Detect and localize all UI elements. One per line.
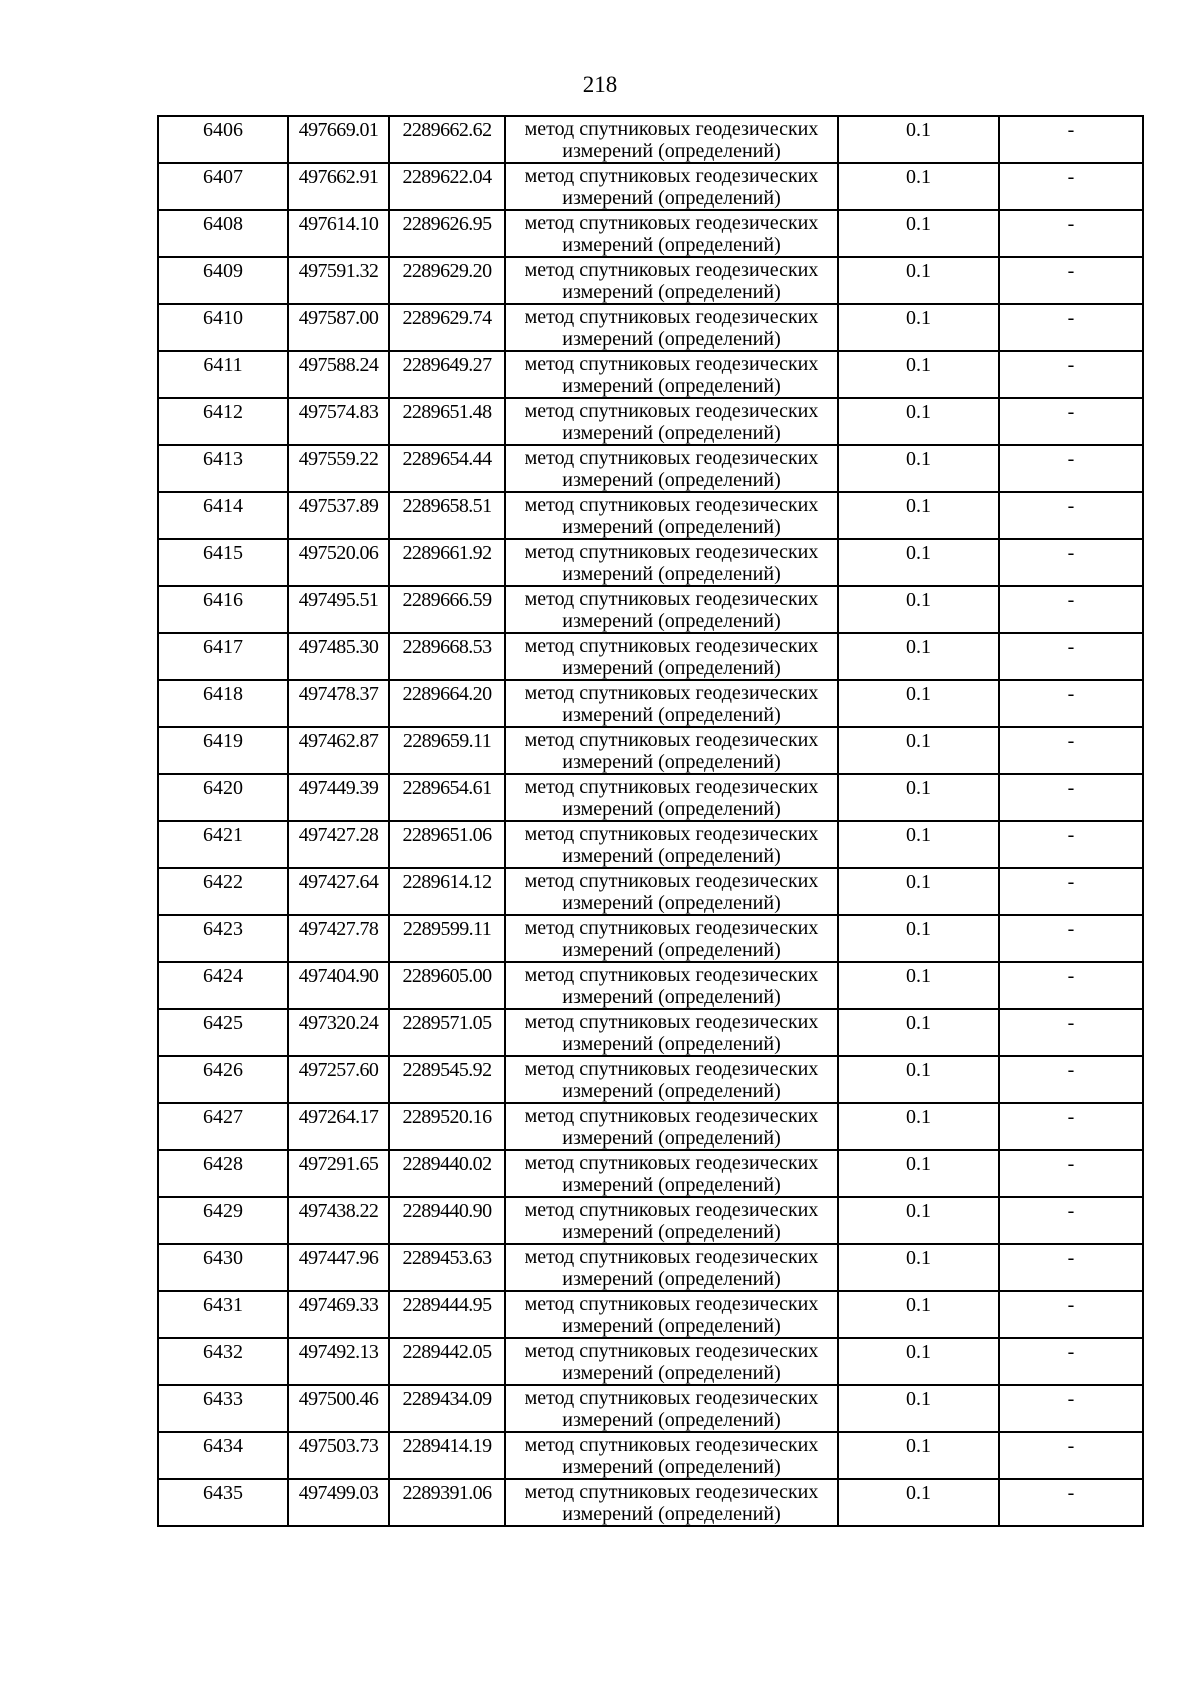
y-coordinate-cell: 2289391.06 bbox=[389, 1479, 505, 1526]
method-cell bbox=[505, 210, 838, 257]
method-line-1: метод спутниковых геодезических bbox=[524, 917, 819, 939]
method-line-2: измерений (определений) bbox=[562, 516, 781, 538]
table-row bbox=[158, 210, 1143, 257]
method-cell bbox=[505, 1056, 838, 1103]
y-coordinate-cell: 2289666.59 bbox=[389, 586, 505, 633]
note-cell: - bbox=[999, 445, 1143, 492]
table-row bbox=[158, 962, 1143, 1009]
note-cell: - bbox=[999, 492, 1143, 539]
note-cell: - bbox=[999, 727, 1143, 774]
y-coordinate-cell: 2289622.04 bbox=[389, 163, 505, 210]
method-line-1: метод спутниковых геодезических bbox=[524, 353, 819, 375]
table-row bbox=[158, 257, 1143, 304]
x-coordinate-cell: 497478.37 bbox=[288, 680, 389, 727]
accuracy-cell: 0.1 bbox=[838, 1479, 999, 1526]
accuracy-cell: 0.1 bbox=[838, 445, 999, 492]
point-number-cell: 6431 bbox=[158, 1291, 288, 1338]
method-cell bbox=[505, 680, 838, 727]
y-coordinate-cell: 2289440.90 bbox=[389, 1197, 505, 1244]
point-number-cell: 6423 bbox=[158, 915, 288, 962]
method-cell bbox=[505, 163, 838, 210]
accuracy-cell: 0.1 bbox=[838, 1150, 999, 1197]
method-line-1: метод спутниковых геодезических bbox=[524, 1011, 819, 1033]
method-cell bbox=[505, 633, 838, 680]
point-number-cell: 6413 bbox=[158, 445, 288, 492]
point-number-cell: 6435 bbox=[158, 1479, 288, 1526]
method-line-1: метод спутниковых геодезических bbox=[524, 682, 819, 704]
accuracy-cell: 0.1 bbox=[838, 1103, 999, 1150]
note-cell: - bbox=[999, 116, 1143, 163]
accuracy-cell: 0.1 bbox=[838, 586, 999, 633]
note-cell: - bbox=[999, 915, 1143, 962]
x-coordinate-cell: 497591.32 bbox=[288, 257, 389, 304]
method-line-2: измерений (определений) bbox=[562, 845, 781, 867]
x-coordinate-cell: 497291.65 bbox=[288, 1150, 389, 1197]
method-cell bbox=[505, 774, 838, 821]
method-cell bbox=[505, 868, 838, 915]
note-cell: - bbox=[999, 586, 1143, 633]
point-number-cell: 6409 bbox=[158, 257, 288, 304]
note-cell: - bbox=[999, 163, 1143, 210]
accuracy-cell: 0.1 bbox=[838, 774, 999, 821]
accuracy-cell: 0.1 bbox=[838, 210, 999, 257]
method-line-1: метод спутниковых геодезических bbox=[524, 635, 819, 657]
note-cell: - bbox=[999, 210, 1143, 257]
method-cell bbox=[505, 727, 838, 774]
x-coordinate-cell: 497469.33 bbox=[288, 1291, 389, 1338]
accuracy-cell: 0.1 bbox=[838, 821, 999, 868]
method-cell bbox=[505, 962, 838, 1009]
method-cell bbox=[505, 1244, 838, 1291]
method-line-1: метод спутниковых геодезических bbox=[524, 1293, 819, 1315]
x-coordinate-cell: 497588.24 bbox=[288, 351, 389, 398]
accuracy-cell: 0.1 bbox=[838, 1197, 999, 1244]
table-row bbox=[158, 1056, 1143, 1103]
method-cell bbox=[505, 1338, 838, 1385]
x-coordinate-cell: 497257.60 bbox=[288, 1056, 389, 1103]
table-row bbox=[158, 445, 1143, 492]
method-line-2: измерений (определений) bbox=[562, 1456, 781, 1478]
point-number-cell: 6426 bbox=[158, 1056, 288, 1103]
x-coordinate-cell: 497500.46 bbox=[288, 1385, 389, 1432]
note-cell: - bbox=[999, 1150, 1143, 1197]
x-coordinate-cell: 497614.10 bbox=[288, 210, 389, 257]
method-cell bbox=[505, 492, 838, 539]
note-cell: - bbox=[999, 962, 1143, 1009]
method-line-1: метод спутниковых геодезических bbox=[524, 1199, 819, 1221]
note-cell: - bbox=[999, 1009, 1143, 1056]
method-cell bbox=[505, 539, 838, 586]
method-cell bbox=[505, 1103, 838, 1150]
x-coordinate-cell: 497587.00 bbox=[288, 304, 389, 351]
note-cell: - bbox=[999, 680, 1143, 727]
table-row bbox=[158, 492, 1143, 539]
point-number-cell: 6427 bbox=[158, 1103, 288, 1150]
method-line-2: измерений (определений) bbox=[562, 1362, 781, 1384]
point-number-cell: 6408 bbox=[158, 210, 288, 257]
method-line-2: измерений (определений) bbox=[562, 1033, 781, 1055]
method-cell bbox=[505, 1291, 838, 1338]
x-coordinate-cell: 497447.96 bbox=[288, 1244, 389, 1291]
y-coordinate-cell: 2289599.11 bbox=[389, 915, 505, 962]
method-line-2: измерений (определений) bbox=[562, 328, 781, 350]
table-row bbox=[158, 398, 1143, 445]
x-coordinate-cell: 497559.22 bbox=[288, 445, 389, 492]
accuracy-cell: 0.1 bbox=[838, 492, 999, 539]
method-cell bbox=[505, 398, 838, 445]
y-coordinate-cell: 2289659.11 bbox=[389, 727, 505, 774]
note-cell: - bbox=[999, 868, 1143, 915]
x-coordinate-cell: 497574.83 bbox=[288, 398, 389, 445]
note-cell: - bbox=[999, 821, 1143, 868]
point-number-cell: 6434 bbox=[158, 1432, 288, 1479]
point-number-cell: 6406 bbox=[158, 116, 288, 163]
x-coordinate-cell: 497449.39 bbox=[288, 774, 389, 821]
method-line-2: измерений (определений) bbox=[562, 563, 781, 585]
point-number-cell: 6410 bbox=[158, 304, 288, 351]
method-line-2: измерений (определений) bbox=[562, 1268, 781, 1290]
table-row bbox=[158, 774, 1143, 821]
y-coordinate-cell: 2289520.16 bbox=[389, 1103, 505, 1150]
point-number-cell: 6420 bbox=[158, 774, 288, 821]
y-coordinate-cell: 2289434.09 bbox=[389, 1385, 505, 1432]
point-number-cell: 6428 bbox=[158, 1150, 288, 1197]
method-line-1: метод спутниковых геодезических bbox=[524, 776, 819, 798]
y-coordinate-cell: 2289661.92 bbox=[389, 539, 505, 586]
method-cell bbox=[505, 1197, 838, 1244]
method-line-1: метод спутниковых геодезических bbox=[524, 306, 819, 328]
method-line-1: метод спутниковых геодезических bbox=[524, 588, 819, 610]
y-coordinate-cell: 2289442.05 bbox=[389, 1338, 505, 1385]
note-cell: - bbox=[999, 1291, 1143, 1338]
y-coordinate-cell: 2289440.02 bbox=[389, 1150, 505, 1197]
x-coordinate-cell: 497537.89 bbox=[288, 492, 389, 539]
y-coordinate-cell: 2289571.05 bbox=[389, 1009, 505, 1056]
table-row bbox=[158, 821, 1143, 868]
method-line-2: измерений (определений) bbox=[562, 751, 781, 773]
accuracy-cell: 0.1 bbox=[838, 257, 999, 304]
method-cell bbox=[505, 586, 838, 633]
method-cell bbox=[505, 1385, 838, 1432]
accuracy-cell: 0.1 bbox=[838, 1291, 999, 1338]
point-number-cell: 6418 bbox=[158, 680, 288, 727]
y-coordinate-cell: 2289626.95 bbox=[389, 210, 505, 257]
y-coordinate-cell: 2289453.63 bbox=[389, 1244, 505, 1291]
x-coordinate-cell: 497427.64 bbox=[288, 868, 389, 915]
x-coordinate-cell: 497499.03 bbox=[288, 1479, 389, 1526]
accuracy-cell: 0.1 bbox=[838, 1244, 999, 1291]
method-line-2: измерений (определений) bbox=[562, 657, 781, 679]
point-number-cell: 6424 bbox=[158, 962, 288, 1009]
point-number-cell: 6429 bbox=[158, 1197, 288, 1244]
x-coordinate-cell: 497427.78 bbox=[288, 915, 389, 962]
accuracy-cell: 0.1 bbox=[838, 116, 999, 163]
x-coordinate-cell: 497662.91 bbox=[288, 163, 389, 210]
point-number-cell: 6416 bbox=[158, 586, 288, 633]
method-line-1: метод спутниковых геодезических bbox=[524, 870, 819, 892]
method-cell bbox=[505, 351, 838, 398]
table-row bbox=[158, 727, 1143, 774]
table-row bbox=[158, 539, 1143, 586]
x-coordinate-cell: 497485.30 bbox=[288, 633, 389, 680]
method-line-2: измерений (определений) bbox=[562, 1409, 781, 1431]
x-coordinate-cell: 497520.06 bbox=[288, 539, 389, 586]
point-number-cell: 6430 bbox=[158, 1244, 288, 1291]
y-coordinate-cell: 2289414.19 bbox=[389, 1432, 505, 1479]
accuracy-cell: 0.1 bbox=[838, 868, 999, 915]
method-cell bbox=[505, 257, 838, 304]
accuracy-cell: 0.1 bbox=[838, 398, 999, 445]
x-coordinate-cell: 497404.90 bbox=[288, 962, 389, 1009]
y-coordinate-cell: 2289605.00 bbox=[389, 962, 505, 1009]
table-row bbox=[158, 633, 1143, 680]
table-row bbox=[158, 1009, 1143, 1056]
method-line-1: метод спутниковых геодезических bbox=[524, 259, 819, 281]
y-coordinate-cell: 2289651.06 bbox=[389, 821, 505, 868]
accuracy-cell: 0.1 bbox=[838, 633, 999, 680]
y-coordinate-cell: 2289654.44 bbox=[389, 445, 505, 492]
note-cell: - bbox=[999, 1197, 1143, 1244]
point-number-cell: 6433 bbox=[158, 1385, 288, 1432]
table-row bbox=[158, 915, 1143, 962]
x-coordinate-cell: 497462.87 bbox=[288, 727, 389, 774]
y-coordinate-cell: 2289662.62 bbox=[389, 116, 505, 163]
y-coordinate-cell: 2289629.20 bbox=[389, 257, 505, 304]
x-coordinate-cell: 497492.13 bbox=[288, 1338, 389, 1385]
method-line-1: метод спутниковых геодезических bbox=[524, 964, 819, 986]
table-row bbox=[158, 1291, 1143, 1338]
note-cell: - bbox=[999, 1056, 1143, 1103]
point-number-cell: 6415 bbox=[158, 539, 288, 586]
note-cell: - bbox=[999, 1103, 1143, 1150]
method-line-1: метод спутниковых геодезических bbox=[524, 118, 819, 140]
method-line-2: измерений (определений) bbox=[562, 1080, 781, 1102]
x-coordinate-cell: 497264.17 bbox=[288, 1103, 389, 1150]
method-line-2: измерений (определений) bbox=[562, 469, 781, 491]
y-coordinate-cell: 2289651.48 bbox=[389, 398, 505, 445]
method-cell bbox=[505, 304, 838, 351]
method-line-2: измерений (определений) bbox=[562, 798, 781, 820]
method-cell bbox=[505, 116, 838, 163]
method-cell bbox=[505, 1432, 838, 1479]
method-line-1: метод спутниковых геодезических bbox=[524, 212, 819, 234]
accuracy-cell: 0.1 bbox=[838, 163, 999, 210]
method-line-2: измерений (определений) bbox=[562, 140, 781, 162]
method-line-2: измерений (определений) bbox=[562, 281, 781, 303]
y-coordinate-cell: 2289649.27 bbox=[389, 351, 505, 398]
x-coordinate-cell: 497495.51 bbox=[288, 586, 389, 633]
method-line-1: метод спутниковых геодезических bbox=[524, 165, 819, 187]
method-line-2: измерений (определений) bbox=[562, 1221, 781, 1243]
point-number-cell: 6417 bbox=[158, 633, 288, 680]
method-line-1: метод спутниковых геодезических bbox=[524, 1340, 819, 1362]
coordinates-table bbox=[157, 115, 1144, 1527]
method-line-2: измерений (определений) bbox=[562, 234, 781, 256]
point-number-cell: 6414 bbox=[158, 492, 288, 539]
note-cell: - bbox=[999, 1479, 1143, 1526]
table-row bbox=[158, 1338, 1143, 1385]
table-body bbox=[158, 116, 1143, 1526]
y-coordinate-cell: 2289614.12 bbox=[389, 868, 505, 915]
x-coordinate-cell: 497427.28 bbox=[288, 821, 389, 868]
method-line-2: измерений (определений) bbox=[562, 422, 781, 444]
x-coordinate-cell: 497438.22 bbox=[288, 1197, 389, 1244]
table-row bbox=[158, 1385, 1143, 1432]
accuracy-cell: 0.1 bbox=[838, 680, 999, 727]
method-line-2: измерений (определений) bbox=[562, 610, 781, 632]
method-line-2: измерений (определений) bbox=[562, 1503, 781, 1525]
accuracy-cell: 0.1 bbox=[838, 351, 999, 398]
note-cell: - bbox=[999, 1244, 1143, 1291]
method-cell bbox=[505, 445, 838, 492]
method-line-2: измерений (определений) bbox=[562, 939, 781, 961]
method-line-1: метод спутниковых геодезических bbox=[524, 823, 819, 845]
method-line-1: метод спутниковых геодезических bbox=[524, 1058, 819, 1080]
accuracy-cell: 0.1 bbox=[838, 727, 999, 774]
method-line-1: метод спутниковых геодезических bbox=[524, 1152, 819, 1174]
accuracy-cell: 0.1 bbox=[838, 539, 999, 586]
accuracy-cell: 0.1 bbox=[838, 1385, 999, 1432]
point-number-cell: 6421 bbox=[158, 821, 288, 868]
method-cell bbox=[505, 1150, 838, 1197]
note-cell: - bbox=[999, 633, 1143, 680]
method-line-1: метод спутниковых геодезических bbox=[524, 494, 819, 516]
accuracy-cell: 0.1 bbox=[838, 304, 999, 351]
x-coordinate-cell: 497669.01 bbox=[288, 116, 389, 163]
y-coordinate-cell: 2289664.20 bbox=[389, 680, 505, 727]
y-coordinate-cell: 2289444.95 bbox=[389, 1291, 505, 1338]
note-cell: - bbox=[999, 304, 1143, 351]
y-coordinate-cell: 2289668.53 bbox=[389, 633, 505, 680]
table-row bbox=[158, 586, 1143, 633]
accuracy-cell: 0.1 bbox=[838, 915, 999, 962]
method-line-1: метод спутниковых геодезических bbox=[524, 447, 819, 469]
note-cell: - bbox=[999, 351, 1143, 398]
accuracy-cell: 0.1 bbox=[838, 1432, 999, 1479]
table-row bbox=[158, 1197, 1143, 1244]
note-cell: - bbox=[999, 774, 1143, 821]
method-line-1: метод спутниковых геодезических bbox=[524, 729, 819, 751]
accuracy-cell: 0.1 bbox=[838, 1056, 999, 1103]
point-number-cell: 6407 bbox=[158, 163, 288, 210]
note-cell: - bbox=[999, 257, 1143, 304]
table-row bbox=[158, 1479, 1143, 1526]
method-line-1: метод спутниковых геодезических bbox=[524, 1434, 819, 1456]
method-line-2: измерений (определений) bbox=[562, 1174, 781, 1196]
method-line-2: измерений (определений) bbox=[562, 704, 781, 726]
method-line-1: метод спутниковых геодезических bbox=[524, 1246, 819, 1268]
point-number-cell: 6425 bbox=[158, 1009, 288, 1056]
method-cell bbox=[505, 1009, 838, 1056]
table-row bbox=[158, 680, 1143, 727]
point-number-cell: 6432 bbox=[158, 1338, 288, 1385]
page-number: 218 bbox=[582, 72, 618, 97]
x-coordinate-cell: 497503.73 bbox=[288, 1432, 389, 1479]
accuracy-cell: 0.1 bbox=[838, 1009, 999, 1056]
y-coordinate-cell: 2289545.92 bbox=[389, 1056, 505, 1103]
table-row bbox=[158, 1244, 1143, 1291]
accuracy-cell: 0.1 bbox=[838, 962, 999, 1009]
table-row bbox=[158, 163, 1143, 210]
method-line-1: метод спутниковых геодезических bbox=[524, 400, 819, 422]
method-line-1: метод спутниковых геодезических bbox=[524, 541, 819, 563]
point-number-cell: 6412 bbox=[158, 398, 288, 445]
method-line-2: измерений (определений) bbox=[562, 375, 781, 397]
note-cell: - bbox=[999, 1385, 1143, 1432]
y-coordinate-cell: 2289658.51 bbox=[389, 492, 505, 539]
y-coordinate-cell: 2289629.74 bbox=[389, 304, 505, 351]
y-coordinate-cell: 2289654.61 bbox=[389, 774, 505, 821]
method-line-2: измерений (определений) bbox=[562, 187, 781, 209]
method-line-1: метод спутниковых геодезических bbox=[524, 1105, 819, 1127]
point-number-cell: 6422 bbox=[158, 868, 288, 915]
table-row bbox=[158, 351, 1143, 398]
note-cell: - bbox=[999, 1432, 1143, 1479]
x-coordinate-cell: 497320.24 bbox=[288, 1009, 389, 1056]
table-row bbox=[158, 868, 1143, 915]
table-row bbox=[158, 116, 1143, 163]
method-line-1: метод спутниковых геодезических bbox=[524, 1481, 819, 1503]
method-cell bbox=[505, 915, 838, 962]
method-cell bbox=[505, 821, 838, 868]
table-row bbox=[158, 1103, 1143, 1150]
method-cell bbox=[505, 1479, 838, 1526]
table-row bbox=[158, 304, 1143, 351]
table-row bbox=[158, 1150, 1143, 1197]
note-cell: - bbox=[999, 539, 1143, 586]
method-line-2: измерений (определений) bbox=[562, 1127, 781, 1149]
point-number-cell: 6419 bbox=[158, 727, 288, 774]
method-line-1: метод спутниковых геодезических bbox=[524, 1387, 819, 1409]
table-row bbox=[158, 1432, 1143, 1479]
method-line-2: измерений (определений) bbox=[562, 986, 781, 1008]
note-cell: - bbox=[999, 1338, 1143, 1385]
point-number-cell: 6411 bbox=[158, 351, 288, 398]
note-cell: - bbox=[999, 398, 1143, 445]
method-line-2: измерений (определений) bbox=[562, 892, 781, 914]
accuracy-cell: 0.1 bbox=[838, 1338, 999, 1385]
method-line-2: измерений (определений) bbox=[562, 1315, 781, 1337]
